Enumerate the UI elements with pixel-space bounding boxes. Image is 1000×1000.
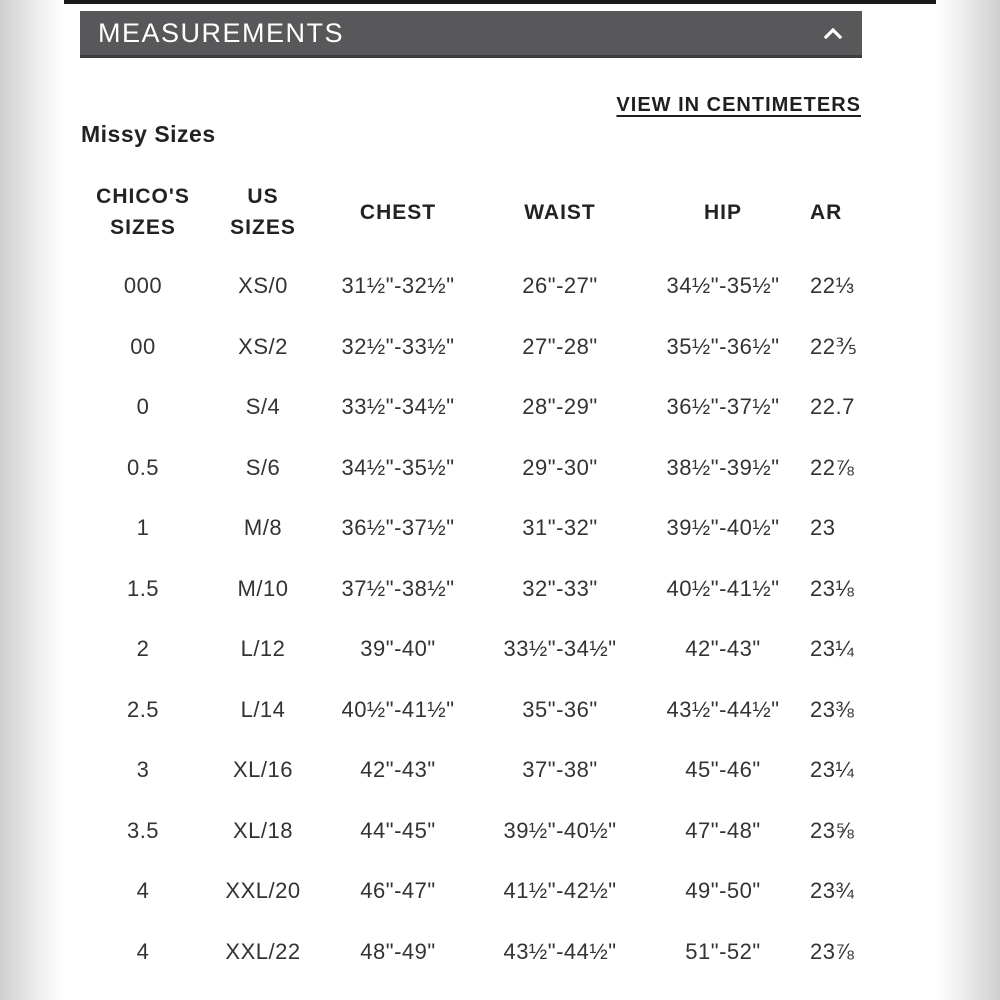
cell-chicos-size: 0.5 [126,454,160,480]
cell-chicos-size: 000 [123,273,163,299]
cell-arm: 23⅜ [810,696,855,722]
cell-chest: 37½"-38½" [341,575,455,601]
table-row [80,801,862,862]
cell-us-size: S/6 [245,454,281,480]
cell-waist: 31"-32" [522,515,598,541]
cell-hip: 51"-52" [685,938,761,964]
cell-chicos-size: 2 [136,636,150,662]
cell-chest: 34½"-35½" [341,454,455,480]
cell-hip: 42"-43" [685,636,761,662]
cell-hip: 35½"-36½" [666,333,780,359]
cell-chicos-size: 1.5 [126,575,160,601]
cell-hip: 34½"-35½" [666,273,780,299]
cell-chicos-size: 00 [130,333,156,359]
cell-waist: 37"-38" [522,757,598,783]
chevron-up-icon[interactable] [822,25,844,41]
cell-chicos-size: 4 [136,938,150,964]
cell-hip: 45"-46" [685,757,761,783]
cell-chicos-size: 3 [136,757,150,783]
table-row [80,438,862,499]
cell-chest: 31½"-32½" [341,273,455,299]
section-title: Missy Sizes [81,121,216,147]
header-spacer [80,248,862,256]
cell-chicos-size: 3.5 [126,817,160,843]
table-row [80,317,862,378]
cell-chest: 36½"-37½" [341,515,455,541]
cell-chest: 42"-43" [360,757,436,783]
cell-chest: 44"-45" [360,817,436,843]
cell-arm: 22⅗ [810,333,858,359]
cell-hip: 47"-48" [685,817,761,843]
cell-chest: 48"-49" [360,938,436,964]
accordion-title: MEASUREMENTS [98,17,345,48]
table-row [80,256,862,317]
cell-us-size: XL/18 [233,817,293,843]
cell-arm: 23⅞ [810,938,855,964]
cell-hip: 36½"-37½" [666,394,780,420]
header-us-sizes: US SIZES [230,185,296,239]
cell-chicos-size: 0 [136,394,150,420]
cell-us-size: L/12 [240,636,286,662]
cell-arm: 22⅞ [810,454,855,480]
measurements-accordion-header[interactable] [80,11,862,58]
header-waist: WAIST [524,200,596,224]
cell-us-size: XL/16 [233,757,293,783]
measurements-panel [64,4,936,1000]
cell-chest: 46"-47" [360,878,436,904]
cell-hip: 43½"-44½" [666,696,780,722]
cell-arm: 23 [810,515,836,541]
cell-arm: 23¼ [810,636,855,662]
cell-hip: 39½"-40½" [666,515,780,541]
cell-chest: 33½"-34½" [341,394,455,420]
header-chicos-sizes: CHICO'S SIZES [96,185,190,239]
cell-us-size: L/14 [240,696,286,722]
cell-chest: 32½"-33½" [341,333,455,359]
table-row [80,861,862,922]
table-row [80,680,862,741]
cell-hip: 38½"-39½" [666,454,780,480]
cell-waist: 33½"-34½" [503,636,617,662]
view-in-centimeters-link[interactable]: VIEW IN CENTIMETERS [616,94,861,116]
cell-waist: 28"-29" [522,394,598,420]
cell-waist: 27"-28" [522,333,598,359]
cell-waist: 35"-36" [522,696,598,722]
cell-arm: 22.7 [810,394,855,420]
cell-waist: 43½"-44½" [503,938,617,964]
cell-us-size: M/10 [237,575,289,601]
table-header-row [80,176,862,248]
cell-us-size: M/8 [243,515,283,541]
cell-arm: 23¾ [810,878,855,904]
table-row [80,377,862,438]
cell-us-size: S/4 [245,394,281,420]
cell-waist: 41½"-42½" [503,878,617,904]
cell-hip: 49"-50" [685,878,761,904]
cell-arm: 22⅓ [810,273,855,299]
cell-us-size: XXL/22 [225,938,301,964]
table-row [80,498,862,559]
cell-chest: 39"-40" [360,636,436,662]
cell-chicos-size: 4 [136,878,150,904]
cell-chicos-size: 1 [136,515,150,541]
cell-hip: 40½"-41½" [666,575,780,601]
cell-waist: 39½"-40½" [503,817,617,843]
header-hip: HIP [703,200,742,224]
cell-chest: 40½"-41½" [341,696,455,722]
cell-us-size: XXL/20 [225,878,301,904]
cell-waist: 29"-30" [522,454,598,480]
cell-arm: 23⅛ [810,575,855,601]
header-chest: CHEST [359,200,437,224]
table-body [80,256,862,982]
cell-us-size: XS/2 [238,333,288,359]
size-chart-table [80,176,862,982]
cell-arm: 23⅝ [810,817,855,843]
header-arm: AR [810,200,843,224]
table-row [80,619,862,680]
table-row [80,559,862,620]
table-row [80,740,862,801]
table-row [80,922,862,983]
cell-us-size: XS/0 [238,273,288,299]
cell-chicos-size: 2.5 [126,696,160,722]
cell-waist: 26"-27" [522,273,598,299]
cell-waist: 32"-33" [522,575,598,601]
cell-arm: 23¼ [810,757,855,783]
